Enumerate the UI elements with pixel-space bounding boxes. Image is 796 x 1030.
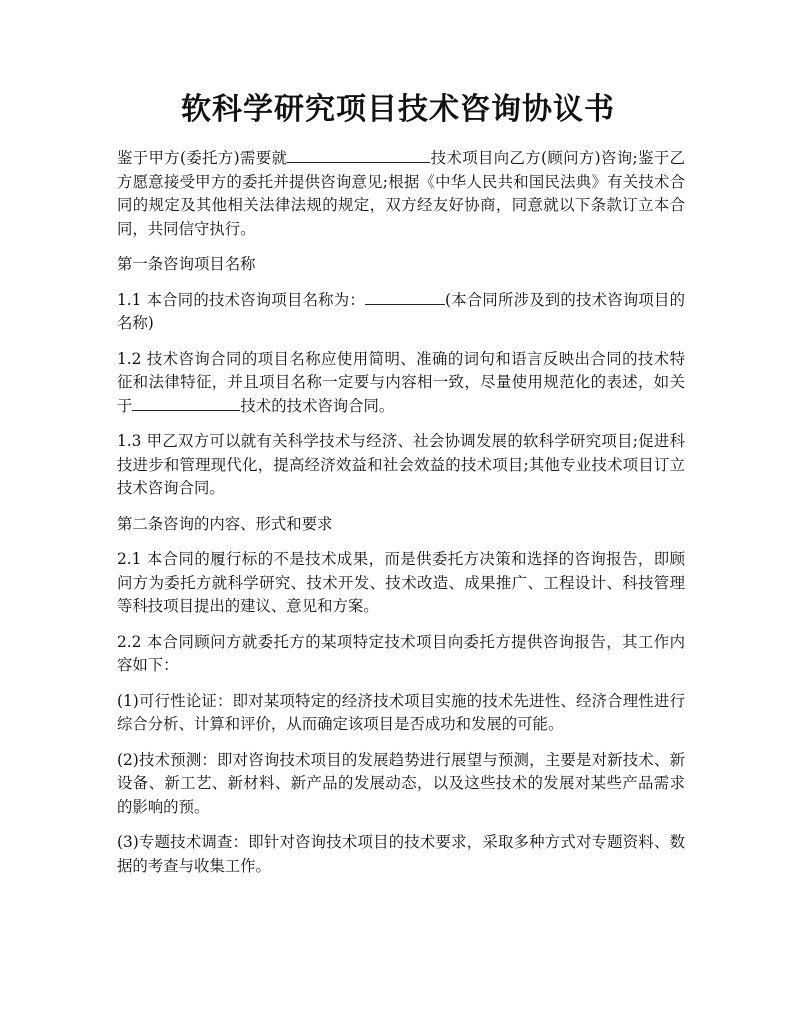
item-special-survey: (3)专题技术调查：即针对咨询技术项目的技术要求，采取多种方式对专题资料、数据的考查与收集工作。 bbox=[117, 833, 685, 875]
article-1-heading: 第一条咨询项目名称 bbox=[117, 255, 256, 273]
clause-1-3: 1.3 甲乙双方可以就有关科学技术与经济、社会协调发展的软科学研究项目;促进科技进步和管理现代化，提高经济效益和社会效益的技术项目;其他专业技术项目订立技术咨询合同。 bbox=[117, 432, 685, 497]
intro-text-after: 技术项目向乙方(顾问方)咨询;鉴于乙方愿意接受甲方的委托并提供咨询意见;根据《中华人民共和国民法典》有关技术合同的规定及其他相关法律法规的规定，双方经友好协商，同意就以下条款订立本合同，共同信守执行。 bbox=[117, 149, 685, 238]
item-feasibility-study: (1)可行性论证：即对某项特定的经济技术项目实施的技术先进性、经济合理性进行综合分析、计算和评价，从而确定该项目是否成功和发展的可能。 bbox=[117, 691, 685, 733]
item-technology-forecast: (2)技术预测：即对咨询技术项目的发展趋势进行展望与预测，主要是对新技术、新设备、新工艺、新材料、新产品的发展动态，以及这些技术的发展对某些产品需求的影响的预。 bbox=[117, 750, 685, 816]
clause-1-1 bbox=[117, 289, 685, 336]
clause-1-1-after: (本合同所涉及到的技术咨询项目的名称) bbox=[117, 290, 685, 332]
document-body bbox=[117, 147, 685, 890]
intro-paragraph bbox=[117, 147, 685, 241]
technology-name-blank bbox=[132, 396, 240, 411]
clause-1-1-before: 1.1 本合同的技术咨询项目名称为： bbox=[117, 290, 365, 309]
consulting-project-name-blank bbox=[365, 290, 445, 305]
clause-1-2 bbox=[117, 348, 685, 419]
project-name-blank bbox=[287, 148, 430, 163]
document-title: 软科学研究项目技术咨询协议书 bbox=[181, 92, 615, 127]
intro-text-before: 鉴于甲方(委托方)需要就 bbox=[117, 149, 288, 167]
clause-1-2-after: 技术的技术咨询合同。 bbox=[240, 396, 395, 415]
clause-2-2: 2.2 本合同顾问方就委托方的某项特定技术项目向委托方提供咨询报告，其工作内容如下： bbox=[117, 632, 685, 674]
clause-2-1: 2.1 本合同的履行标的不是技术成果，而是供委托方决策和选择的咨询报告，即顾问方为委托方就科学研究、技术开发、技术改造、成果推广、工程设计、科技管理等科技项目提出的建议、意见和方案。 bbox=[117, 550, 685, 615]
clause-1-2-before: 1.2 技术咨询合同的项目名称应使用简明、准确的词句和语言反映出合同的技术特征和法律特征，并且项目名称一定要与内容相一致，尽量使用规范化的表述，如关于 bbox=[117, 349, 685, 415]
article-2-heading: 第二条咨询的内容、形式和要求 bbox=[117, 514, 333, 533]
